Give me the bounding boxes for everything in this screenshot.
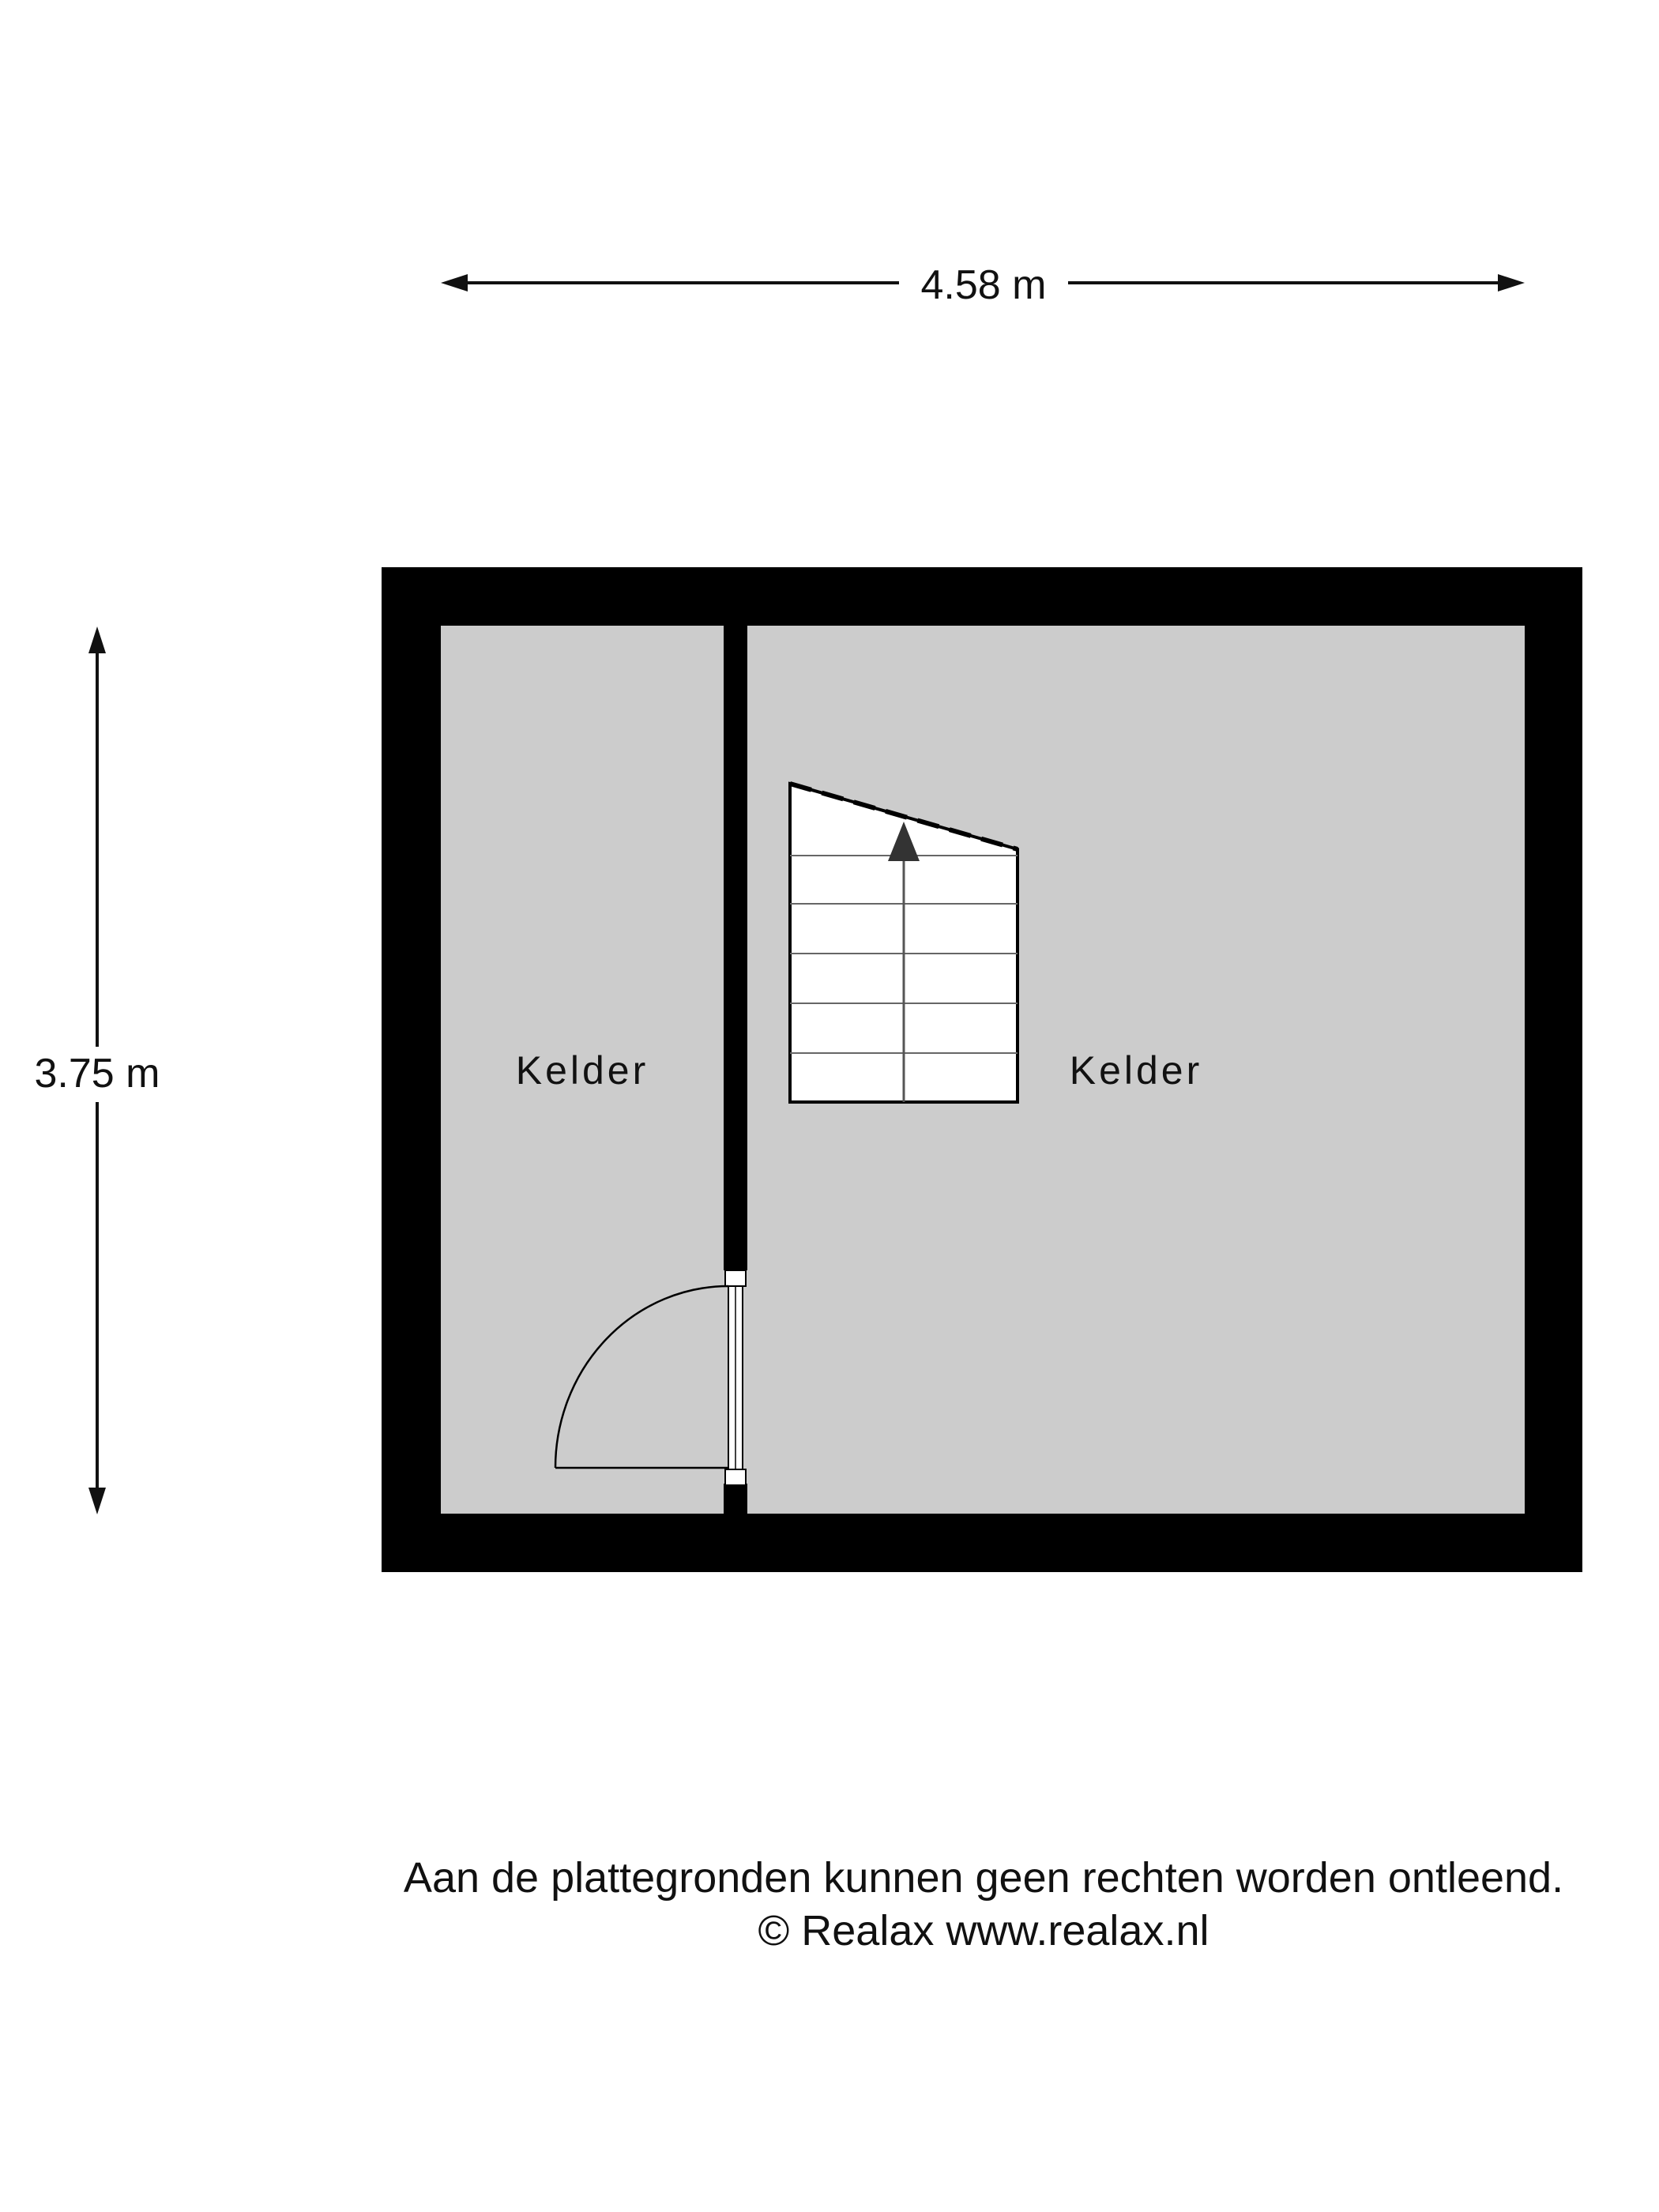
room-label-right: Kelder xyxy=(1069,1048,1203,1093)
footer-disclaimer: Aan de plattegronden kunnen geen rechten worden ontleend. xyxy=(403,1854,1564,1902)
width-dimension-label: 4.58 m xyxy=(920,262,1047,308)
height-dimension-label: 3.75 m xyxy=(34,1051,160,1097)
room-label-left: Kelder xyxy=(515,1048,649,1093)
width-dimension xyxy=(441,262,1525,308)
footer-credit: © Realax www.realax.nl xyxy=(758,1907,1209,1954)
height-dimension xyxy=(35,626,160,1514)
